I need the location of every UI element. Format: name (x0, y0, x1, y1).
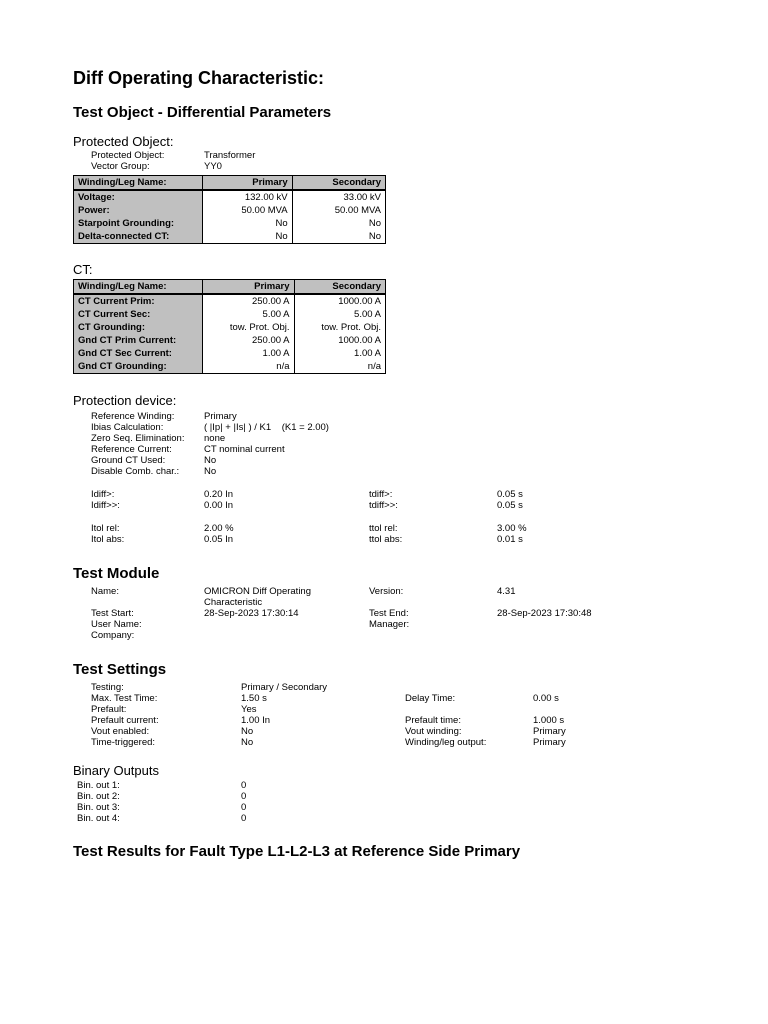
field-value: No (241, 726, 254, 737)
field-label: Reference Current: (91, 444, 172, 455)
list-item (91, 161, 391, 172)
field-value: Transformer (204, 150, 256, 161)
table-row (74, 360, 386, 374)
field-value: 0.05 s (497, 500, 523, 511)
cell-primary: 250.00 A (203, 294, 295, 308)
field-value: No (241, 737, 254, 748)
cell-primary: No (203, 217, 293, 230)
test-settings-heading: Test Settings (73, 661, 167, 678)
field-value: YY0 (204, 161, 222, 172)
list-item (91, 455, 491, 466)
field-label: Max. Test Time: (91, 693, 158, 704)
field-label: Zero Seq. Elimination: (91, 433, 185, 444)
field-label: Idiff>: (91, 489, 115, 500)
field-value: 0.01 s (497, 534, 523, 545)
table-row (74, 217, 386, 230)
cell-secondary: No (368, 231, 381, 242)
field-value: Primary / Secondary (241, 682, 328, 693)
cell-primary: 1.00 A (203, 347, 295, 360)
list-item (91, 500, 611, 511)
cell-secondary: 1.00 A (354, 348, 381, 359)
binary-outputs-heading: Binary Outputs (73, 763, 159, 778)
field-label: ttol abs: (369, 534, 403, 545)
cell-secondary: 33.00 kV (343, 192, 381, 203)
list-item (77, 813, 377, 824)
field-value: CT nominal current (204, 444, 285, 455)
field-label: Itol rel: (91, 523, 120, 534)
list-item (77, 802, 377, 813)
tolerance-parameters (91, 523, 611, 545)
list-item (77, 791, 377, 802)
protection-device-heading: Protection device: (73, 393, 177, 408)
field-label: Itol abs: (91, 534, 125, 545)
field-value: 0.00 s (533, 693, 559, 704)
list-item (91, 693, 611, 704)
field-value: ( |Ip| + |Is| ) / K1 (K1 = 2.00) (204, 422, 329, 433)
table-row (74, 308, 386, 321)
cell-secondary: n/a (367, 361, 381, 372)
field-value: 1.50 s (241, 693, 267, 704)
row-label: Gnd CT Grounding: (74, 360, 203, 374)
cell-secondary: 5.00 A (354, 309, 381, 320)
field-label: Time-triggered: (91, 737, 156, 748)
list-item (91, 466, 491, 477)
list-item (77, 780, 377, 791)
field-label: Test End: (369, 608, 409, 619)
field-label: tdiff>: (369, 489, 393, 500)
protected-object-heading: Protected Object: (73, 134, 174, 149)
row-label: Starpoint Grounding: (74, 217, 203, 230)
field-label: Protected Object: (91, 150, 165, 161)
cell-primary: 5.00 A (203, 308, 295, 321)
field-label: Winding/leg output: (405, 737, 487, 748)
row-label: CT Current Sec: (74, 308, 203, 321)
list-item (91, 444, 491, 455)
cell-primary: 132.00 kV (203, 190, 293, 204)
field-value: 4.31 (497, 586, 516, 597)
field-label: Version: (369, 586, 404, 597)
field-value: 28-Sep-2023 17:30:14 (204, 608, 299, 619)
list-item (91, 411, 491, 422)
field-label: Prefault time: (405, 715, 461, 726)
field-value: 0 (241, 780, 247, 791)
cell-secondary: 1000.00 A (338, 296, 381, 307)
row-label: Power: (74, 204, 203, 217)
field-label: Test Start: (91, 608, 134, 619)
field-value: 1.00 In (241, 715, 271, 726)
field-value: Yes (241, 704, 257, 715)
field-label: Prefault current: (91, 715, 159, 726)
field-label: Bin. out 2: (77, 791, 120, 802)
field-label: Reference Winding: (91, 411, 175, 422)
field-label: Company: (91, 630, 135, 641)
row-label: Voltage: (74, 190, 203, 204)
cell-secondary: No (368, 218, 381, 229)
field-label: Ground CT Used: (91, 455, 166, 466)
list-item (91, 726, 611, 737)
field-value: OMICRON Diff Operating Characteristic (204, 586, 311, 608)
field-label: Name: (91, 586, 119, 597)
field-value: 0.05 s (497, 489, 523, 500)
field-value: 0.00 In (204, 500, 234, 511)
field-label: Testing: (91, 682, 124, 693)
field-label: Delay Time: (405, 693, 456, 704)
field-value: Primary (204, 411, 237, 422)
list-item (91, 534, 611, 545)
cell-secondary: 50.00 MVA (334, 205, 381, 216)
field-value: 0.05 In (204, 534, 234, 545)
field-label: Vector Group: (91, 161, 150, 172)
table-row (74, 321, 386, 334)
table-row (74, 347, 386, 360)
column-header: Primary (203, 280, 295, 295)
row-label: CT Current Prim: (74, 294, 203, 308)
field-value: 0 (241, 791, 247, 802)
cell-primary: No (203, 230, 293, 244)
field-label: Prefault: (91, 704, 127, 715)
field-value: 3.00 % (497, 523, 527, 534)
list-item (91, 489, 611, 500)
field-label: User Name: (91, 619, 142, 630)
list-item (91, 150, 391, 161)
field-label: Bin. out 4: (77, 813, 120, 824)
table-row (74, 294, 386, 308)
row-label: CT Grounding: (74, 321, 203, 334)
list-item (91, 523, 611, 534)
field-value: 2.00 % (204, 523, 234, 534)
list-item (91, 704, 611, 715)
field-value: 0.20 In (204, 489, 234, 500)
field-value: 0 (241, 802, 247, 813)
ct-heading: CT: (73, 262, 93, 277)
test-results-heading: Test Results for Fault Type L1-L2-L3 at Reference Side Primary (73, 843, 521, 860)
field-label: Vout enabled: (91, 726, 150, 737)
table-header-row (74, 280, 386, 295)
field-value: No (204, 466, 217, 477)
table-row (74, 204, 386, 217)
column-header: Winding/Leg Name: (74, 176, 203, 191)
protection-device-list (91, 411, 491, 477)
cell-primary: tow. Prot. Obj. (203, 321, 295, 334)
row-label: Delta-connected CT: (74, 230, 203, 244)
list-item (91, 682, 611, 693)
column-header: Secondary (294, 280, 386, 295)
field-label: tdiff>>: (369, 500, 398, 511)
field-value: Primary (533, 737, 566, 748)
list-item (91, 422, 491, 433)
field-value: Primary (533, 726, 566, 737)
field-value: 28-Sep-2023 17:30:48 (497, 608, 592, 619)
field-label: Disable Comb. char.: (91, 466, 180, 477)
cell-primary: n/a (203, 360, 295, 374)
field-label: Bin. out 3: (77, 802, 120, 813)
cell-secondary: 1000.00 A (338, 335, 381, 346)
idiff-parameters (91, 489, 611, 511)
list-item (91, 737, 611, 748)
test-module-info (91, 586, 611, 646)
table-row (74, 230, 386, 244)
cell-secondary: tow. Prot. Obj. (321, 322, 381, 333)
field-label: Vout winding: (405, 726, 462, 737)
column-header: Secondary (292, 176, 385, 191)
cell-primary: 50.00 MVA (203, 204, 293, 217)
winding-table (73, 175, 386, 244)
page-title: Diff Operating Characteristic: (73, 68, 325, 88)
protected-object-list (91, 150, 391, 172)
field-label: Bin. out 1: (77, 780, 120, 791)
list-item (91, 433, 491, 444)
field-value: 1.000 s (533, 715, 565, 726)
table-row (74, 334, 386, 347)
cell-primary: 250.00 A (203, 334, 295, 347)
list-item (91, 715, 611, 726)
table-row (74, 190, 386, 204)
ct-table (73, 279, 386, 374)
column-header: Primary (203, 176, 293, 191)
field-value: 0 (241, 813, 247, 824)
binary-outputs-list (77, 780, 377, 824)
table-header-row (74, 176, 386, 191)
field-label: Ibias Calculation: (91, 422, 164, 433)
row-label: Gnd CT Prim Current: (74, 334, 203, 347)
test-settings-list (91, 682, 611, 748)
field-label: Manager: (369, 619, 410, 630)
field-value: none (204, 433, 226, 444)
field-label: Idiff>>: (91, 500, 120, 511)
field-label: ttol rel: (369, 523, 398, 534)
row-label: Gnd CT Sec Current: (74, 347, 203, 360)
field-value: No (204, 455, 217, 466)
test-object-heading: Test Object - Differential Parameters (73, 104, 332, 121)
column-header: Winding/Leg Name: (74, 280, 203, 295)
test-module-heading: Test Module (73, 565, 160, 582)
